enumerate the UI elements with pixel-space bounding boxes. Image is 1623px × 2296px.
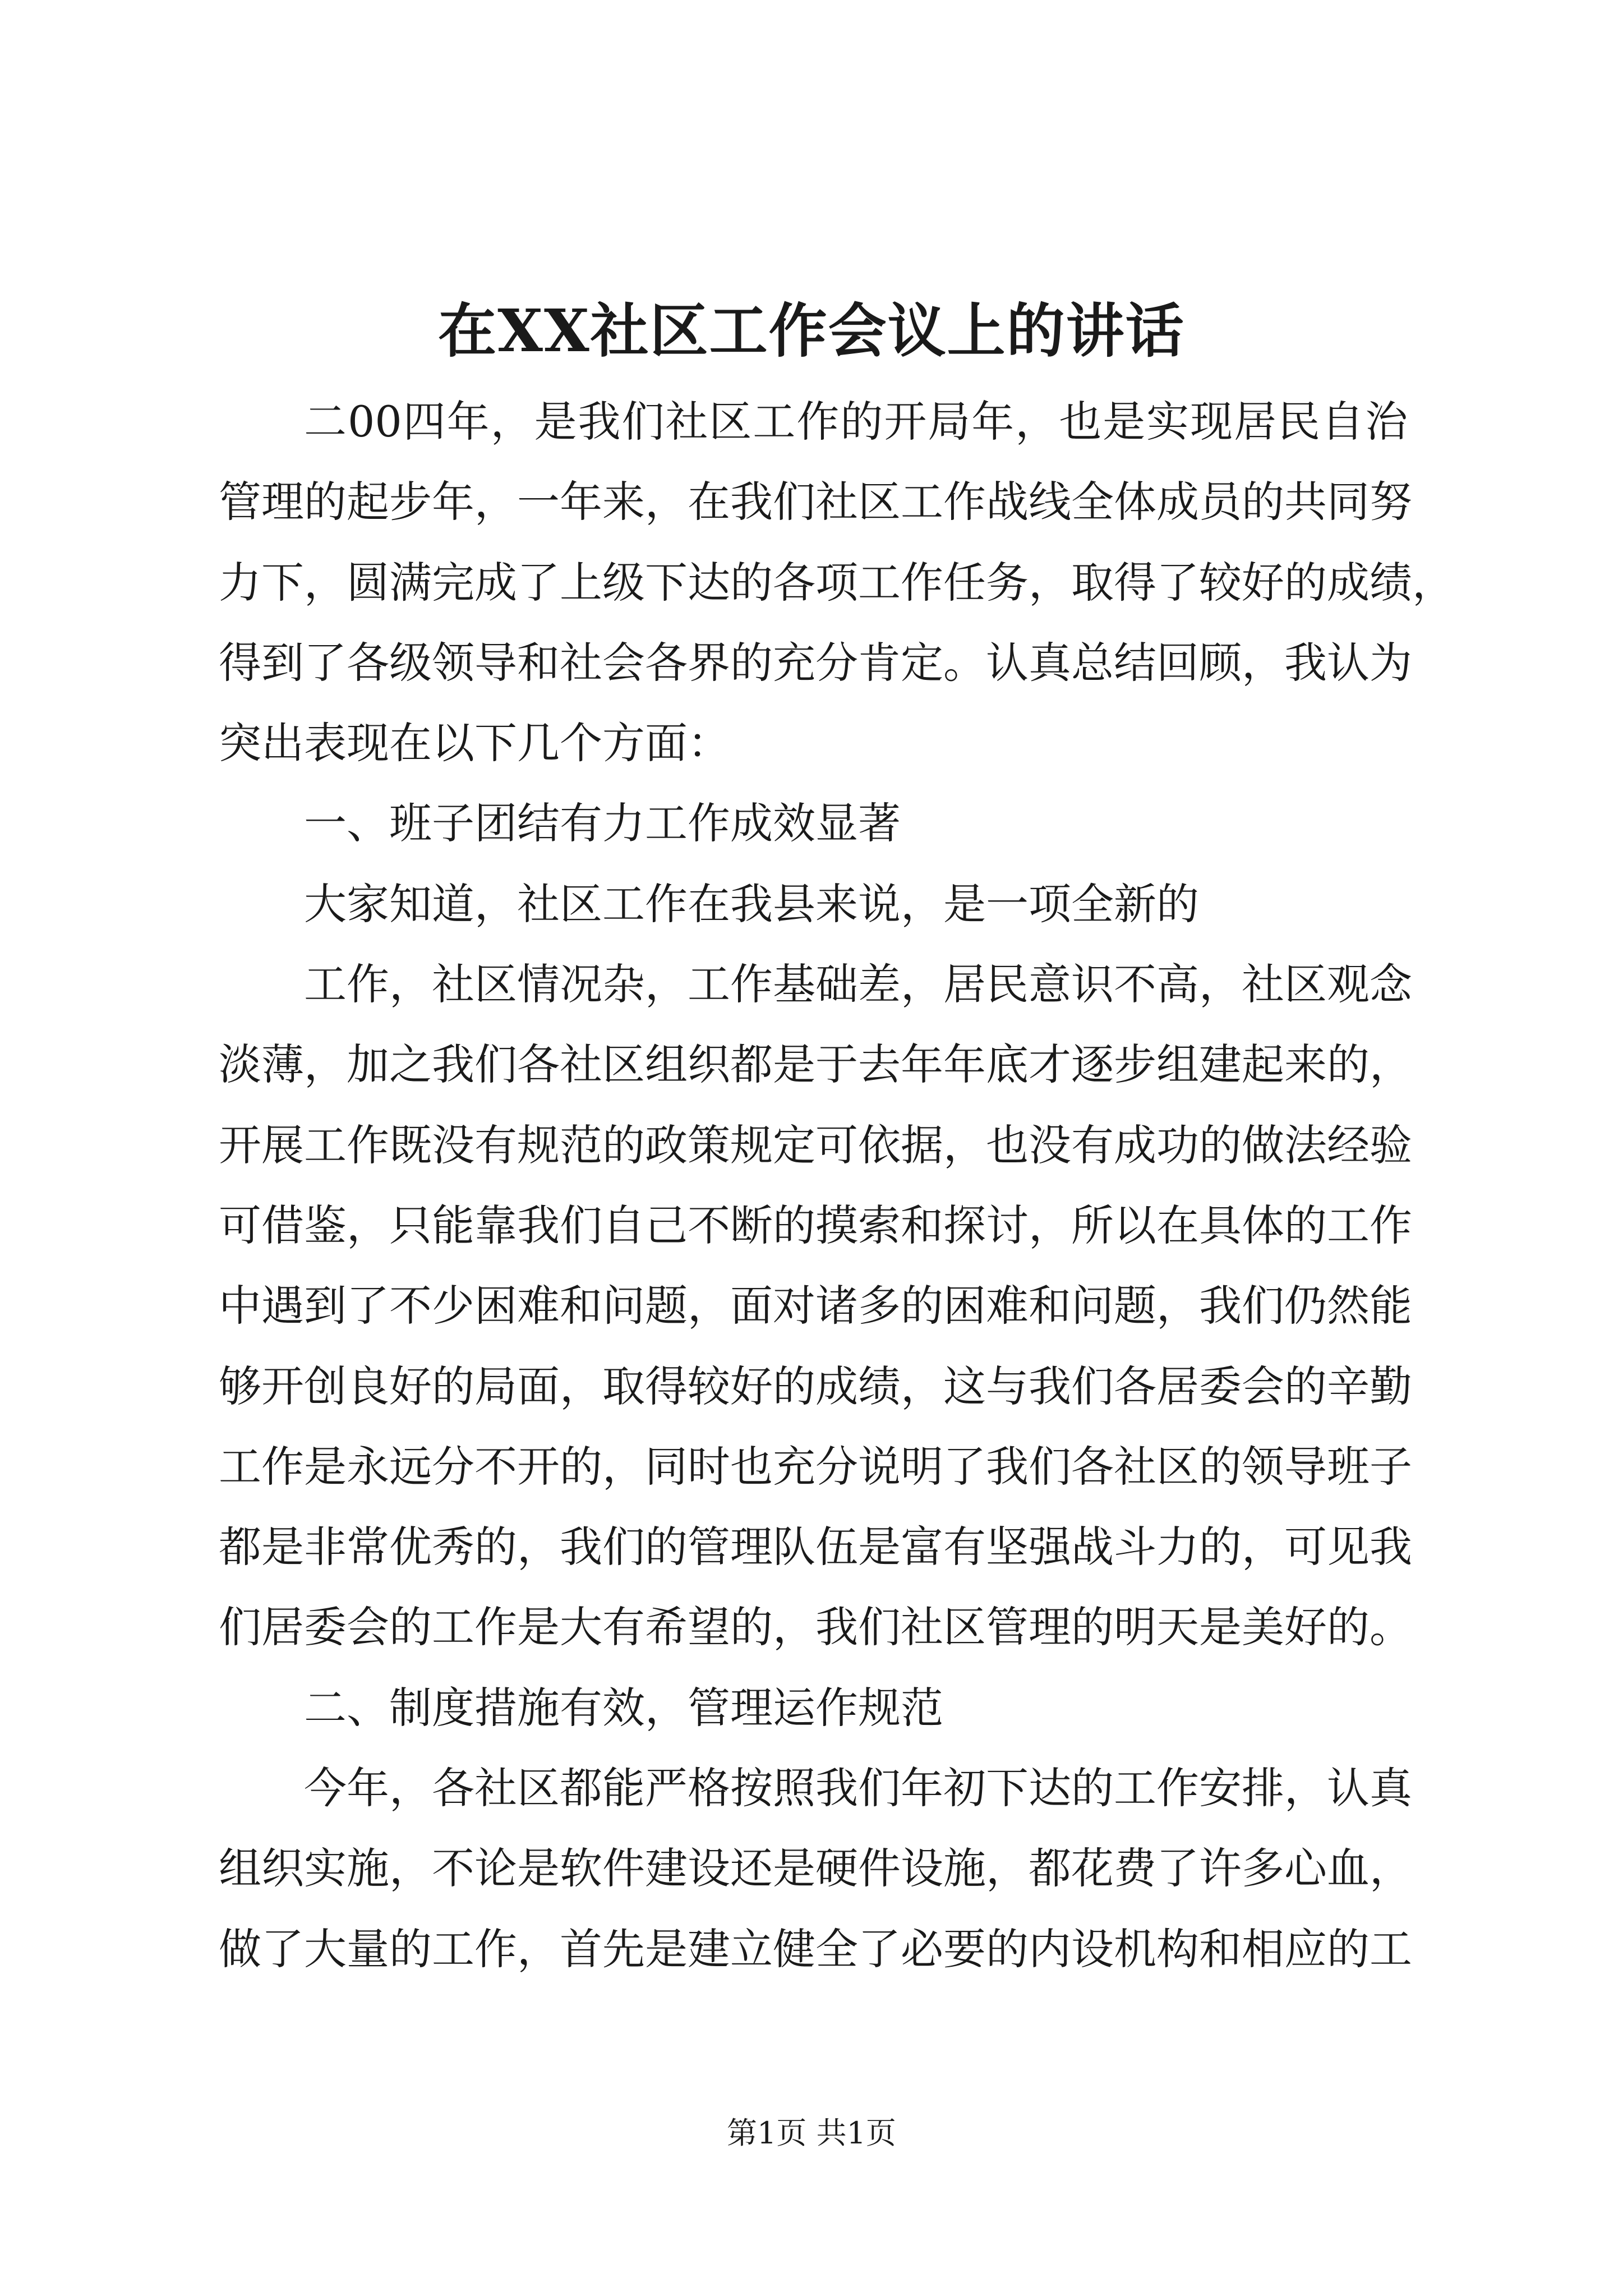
paragraph-line: 开展工作既没有规范的政策规定可依据，也没有成功的做法经验 xyxy=(219,1120,1412,1170)
paragraph-line: 中遇到了不少困难和问题，面对诸多的困难和问题，我们仍然能 xyxy=(219,1281,1412,1331)
document-body xyxy=(219,381,1455,1989)
paragraph-line: 够开创良好的局面，取得较好的成绩，这与我们各居委会的辛勤 xyxy=(219,1361,1412,1411)
paragraph-line: 淡薄，加之我们各社区组织都是于去年年底才逐步组建起来的， xyxy=(219,1039,1412,1090)
paragraph-line: 突出表现在以下几个方面： xyxy=(219,718,730,769)
section-heading: 一、班子团结有力工作成效显著 xyxy=(304,798,901,849)
paragraph-line: 做了大量的工作，首先是建立健全了必要的内设机构和相应的工 xyxy=(219,1924,1412,1974)
paragraph-line: 力下，圆满完成了上级下达的各项工作任务，取得了较好的成绩， xyxy=(219,557,1455,608)
page-footer: 第1页 共1页 xyxy=(727,2115,896,2151)
paragraph-line: 得到了各级领导和社会各界的充分肯定。认真总结回顾，我认为 xyxy=(219,637,1412,688)
paragraph-line: 都是非常优秀的，我们的管理队伍是富有坚强战斗力的，可见我 xyxy=(219,1522,1412,1572)
paragraph-line: 今年，各社区都能严格按照我们年初下达的工作安排，认真 xyxy=(304,1763,1412,1814)
paragraph-line: 大家知道，社区工作在我县来说，是一项全新的 xyxy=(304,878,1199,929)
paragraph-line: 工作，社区情况杂，工作基础差，居民意识不高，社区观念 xyxy=(304,959,1412,1010)
paragraph-line: 工作是永远分不开的，同时也充分说明了我们各社区的领导班子 xyxy=(219,1441,1412,1492)
document-title: 在XX社区工作会议上的讲话 xyxy=(438,296,1185,365)
paragraph-line: 们居委会的工作是大有希望的，我们社区管理的明天是美好的。 xyxy=(219,1602,1412,1653)
paragraph-line: 管理的起步年，一年来，在我们社区工作战线全体成员的共同努 xyxy=(219,477,1412,527)
paragraph-line: 可借鉴，只能靠我们自己不断的摸索和探讨，所以在具体的工作 xyxy=(219,1200,1412,1250)
paragraph-line: 二00四年，是我们社区工作的开局年，也是实现居民自治 xyxy=(304,397,1408,447)
section-heading: 二、制度措施有效，管理运作规范 xyxy=(304,1682,943,1733)
paragraph-line: 组织实施，不论是软件建设还是硬件设施，都花费了许多心血， xyxy=(219,1843,1412,1894)
